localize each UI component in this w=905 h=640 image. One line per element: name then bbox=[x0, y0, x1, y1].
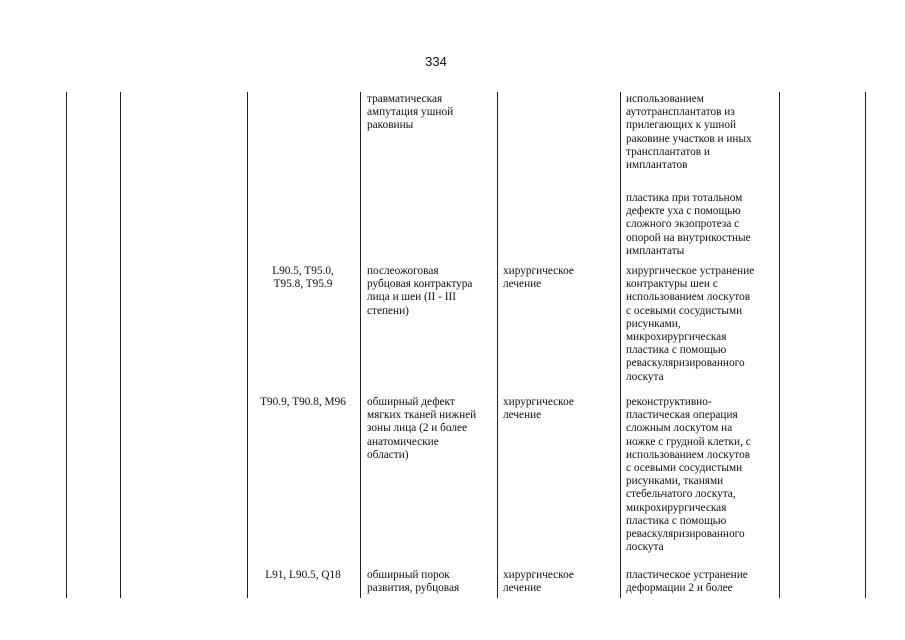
table-rule bbox=[620, 92, 621, 598]
page-number: 334 bbox=[425, 54, 447, 69]
diagnosis-cell: послеожоговая рубцовая контрактура лица и шеи (II - III степени) bbox=[367, 265, 473, 317]
diagnosis-cell: обширный порок развития, рубцовая bbox=[367, 569, 460, 595]
code-cell: L91, L90.5, Q18 bbox=[265, 569, 341, 581]
method-cell: хирургическое устранение контрактуры шеи с использованием лоскутов с осевыми сосудистыми рисунками, микрохирургическая пластика с помощью реваскуляризированного лоскута bbox=[626, 265, 755, 383]
method-cell: пластика при тотальном дефекте уха с помощью сложного экзопротеза с опорой на внутрикостные имплантаты bbox=[626, 192, 751, 257]
table-rule bbox=[120, 92, 121, 598]
table-rule bbox=[247, 92, 248, 598]
diagnosis-cell: обширный дефект мягких тканей нижней зоны лица (2 и более анатомические области) bbox=[367, 396, 477, 461]
table-rule bbox=[360, 92, 361, 598]
diagnosis-cell: травматическая ампутация ушной раковины bbox=[367, 93, 454, 132]
code-cell: L90.5, T95.0, T95.8, T95.9 bbox=[272, 265, 334, 291]
treatment-cell: хирургическое лечение bbox=[503, 396, 574, 422]
table-rule bbox=[865, 92, 866, 598]
treatment-cell: хирургическое лечение bbox=[503, 569, 574, 595]
treatment-cell: хирургическое лечение bbox=[503, 265, 574, 291]
method-cell: использованием аутотрансплантатов из прилегающих к ушной раковине участков и иных трансплантатов и имплантатов bbox=[626, 93, 752, 172]
method-cell: пластическое устранение деформации 2 и более bbox=[626, 569, 748, 595]
code-cell: T90.9, T90.8, M96 bbox=[260, 396, 346, 408]
table-rule bbox=[497, 92, 498, 598]
table-rule bbox=[66, 92, 67, 598]
method-cell: реконструктивно- пластическая операция сложным лоскутом на ножке с грудной клетки, с использованием лоскутов с осевыми сосудистыми рисунками, тканями стебельчатого лоскута, микрохирургическая пластика с помощью реваскуляризированного лоскута bbox=[626, 396, 751, 554]
